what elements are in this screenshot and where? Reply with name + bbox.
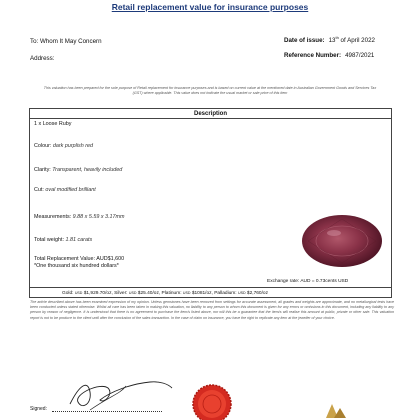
recipient-to: To: Whom It May Concern	[30, 38, 102, 45]
gold-value: $1,929.70/oz,	[83, 291, 113, 296]
platinum-label: Platinum:	[161, 291, 182, 296]
description-heading: Description	[30, 109, 391, 119]
ref-label: Reference Number:	[284, 52, 342, 59]
reference-number	[284, 52, 374, 59]
cut-value: oval modified brilliant	[45, 187, 96, 193]
metal-prices	[29, 288, 392, 298]
gold-currency: USD	[74, 291, 83, 295]
disclaimer-text: The article described above has been examined expression of my opinion. Unless gemstones have been removed from settings for accurate assessment, all grades and weights are approximate, and no metallurgical tests have been conducted unless stated otherwise. Whilst all care has been taken in making this valuation, no liability to any person to whom this document is given for any errors or omissions in this document, including any liability to any person by reason of negligence. It is understood that there is no agreement to purchase the item/s listed above, nor will this be a guarantee that the item/s will realise this amount at public, private or other sale. This valuation report is not to be produce to the client until after the conclusion of the sales transaction. In the case of claim on insurance, you have the right to replicate any item at the jeweller of your choice.	[30, 300, 394, 320]
weight-label: Total weight:	[34, 237, 64, 243]
measurements-row	[34, 214, 125, 220]
replacement-words: *One thousand six hundred dollars*	[34, 263, 119, 269]
issue-label: Date of issue:	[284, 37, 325, 45]
colour-row	[34, 143, 93, 149]
clarity-label: Clarity:	[34, 167, 51, 173]
ref-value: 4987/2021	[345, 52, 375, 59]
intro-statement: This valuation has been prepared for the sole purpose of Retail replacement for insurance purposes and is based on current value at the mentioned date in Australian Government Goods and Services Tax (GST) where applicable. This value does not indicate the usual market or sale price of this item	[43, 86, 377, 95]
cut-row	[34, 187, 96, 193]
silver-label: Silver:	[114, 291, 128, 296]
palladium-label: Palladium:	[214, 291, 237, 296]
ruby-photo	[300, 213, 385, 269]
silver-value: $25.40/oz,	[137, 291, 161, 296]
cut-label: Cut:	[34, 187, 44, 193]
item-line: 1 x Loose Ruby	[34, 121, 72, 127]
signature-line	[52, 411, 162, 412]
measurements-value: 9.88 x 5.59 x 3.17mm	[72, 214, 125, 220]
signature	[60, 374, 180, 419]
clarity-row	[34, 167, 122, 173]
company-logo-icon	[322, 400, 348, 420]
weight-value: 1.81 carats	[65, 237, 93, 243]
description-box	[29, 108, 392, 288]
issue-ordinal: th	[335, 35, 339, 40]
platinum-value: $1081/oz,	[191, 291, 213, 296]
signature-scribble	[60, 374, 180, 414]
measurements-label: Measurements:	[34, 214, 72, 220]
exchange-rate: Exchange rate: AUD = 0.73cents USD	[267, 279, 349, 284]
replacement-value: Total Replacement Value: AUD$1,600	[34, 256, 125, 262]
palladium-currency: USD	[237, 291, 246, 295]
colour-value: dark purplish red	[52, 143, 94, 149]
platinum-currency: USD	[182, 291, 191, 295]
palladium-value: $2,760/oz	[246, 291, 268, 296]
signed-label: Signed:	[30, 406, 47, 412]
clarity-value: Transparent, heavily included	[52, 167, 123, 173]
address-label: Address:	[30, 55, 55, 62]
gold-label: Gold:	[62, 291, 74, 296]
weight-row	[34, 237, 92, 243]
document-title: Retail replacement value for insurance purposes	[111, 2, 309, 12]
issue-day: 13	[328, 37, 336, 45]
date-of-issue	[284, 35, 375, 44]
silver-currency: USD	[128, 291, 137, 295]
red-seal-icon	[190, 382, 234, 420]
ruby-image	[300, 213, 385, 269]
issue-month-year: of April 2022	[340, 37, 375, 45]
colour-label: Colour:	[34, 143, 52, 149]
